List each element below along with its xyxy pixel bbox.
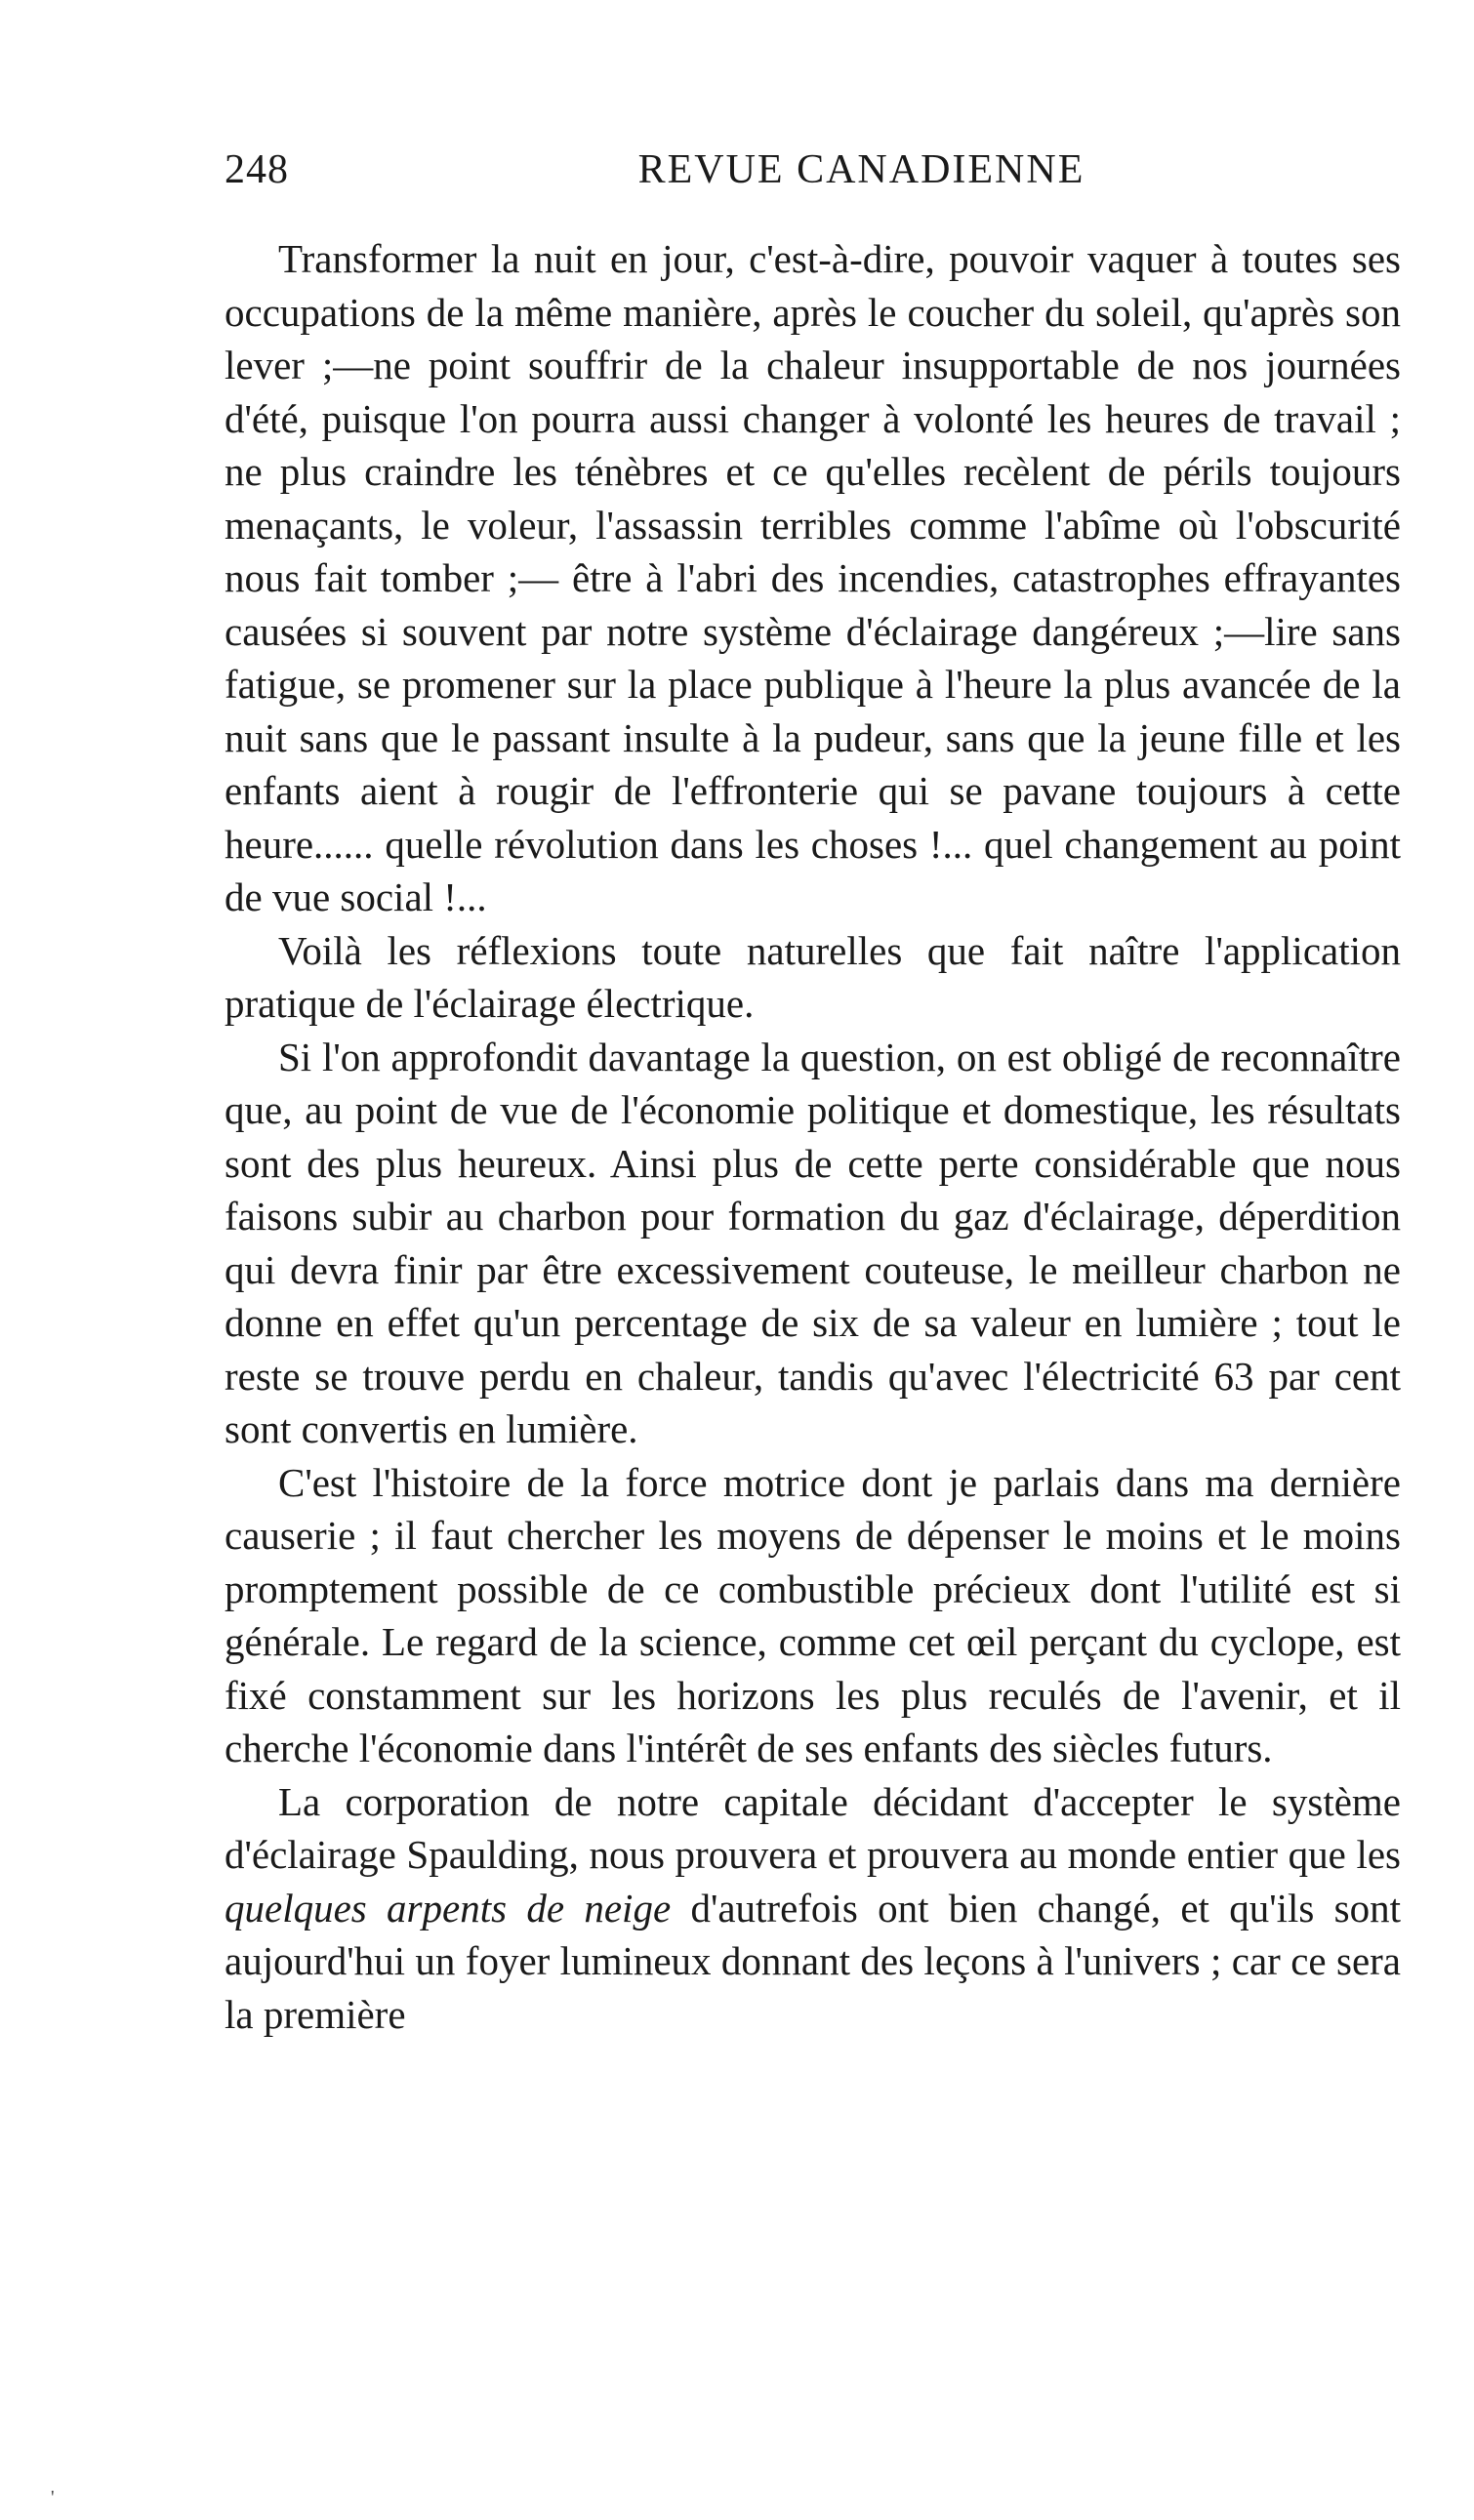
paragraph-2: Voilà les réflexions toute naturelles que fait naître l'application pratique de l'éclairage électrique. [225,927,1401,1026]
paragraph-4: C'est l'histoire de la force motrice dont je parlais dans ma dernière causerie ; il faut chercher les moyens de dépenser le moins et le moins promptement possible de ce combustible précieux dont l'utilité est si générale. Le regard de la science, comme cet œil perçant du cyclope, est fixé constamment sur les horizons les plus reculés de l'avenir, et il cherche l'économie dans l'intérêt de ses enfants des siècles futurs. [225,1459,1401,1770]
stray-mark: ' [51,2487,55,2508]
paragraph-1: Transformer la nuit en jour, c'est-à-dire, pouvoir vaquer à toutes ses occupations de la même manière, après le coucher du soleil, qu'après son lever ;—ne point souffrir de la chaleur insupportable de nos journées d'été, puisque l'on pourra aussi changer à volonté les heures de travail ; ne plus craindre les ténèbres et ce qu'elles recèlent de périls toujours menaçants, le voleur, l'assassin terribles comme l'abîme où l'obscurité nous fait tomber ;— être à l'abri des incendies, catastrophes effrayantes causées si souvent par notre système d'éclairage dangéreux ;—lire sans fatigue, se promener sur la place publique à l'heure la plus avancée de la nuit sans que le passant insulte à la pudeur, sans que la jeune fille et les enfants aient à rougir de l'effronterie qui se pavane toujours à cette heure...... quelle révolution dans les choses !... quel changement au point de vue social !... [225,236,1401,919]
paragraph-5-end: d'autrefois ont bien changé, et qu'ils sont aujourd'hui un foyer lumineux donnant des leçons à l'univers ; car ce sera la première [225,1885,1401,2037]
page-number: 248 [225,147,289,192]
book-page [225,146,1401,2041]
journal-title: REVUE CANADIENNE [637,147,1085,192]
paragraph-5-italic-phrase: quelques arpents de neige [225,1885,672,1931]
article-body [225,232,1401,2041]
paragraph-5-start: La corporation de notre capitale décidant d'accepter le système d'éclairage Spaulding, nous prouvera et prouvera au monde entier que les [225,1778,1401,1877]
paragraph-3: Si l'on approfondit davantage la question, on est obligé de reconnaître que, au point de vue de l'économie politique et domestique, les résultats sont des plus heureux. Ainsi plus de cette perte considérable que nous faisons subir au charbon pour formation du gaz d'éclairage, déperdition qui devra finir par être excessivement couteuse, le meilleur charbon ne donne en effet qu'un percentage de six de sa valeur en lumière ; tout le reste se trouve perdu en chaleur, tandis qu'avec l'électricité 63 par cent sont convertis en lumière. [225,1034,1401,1451]
running-head [225,146,1401,205]
paragraph-5 [225,1775,1401,2042]
